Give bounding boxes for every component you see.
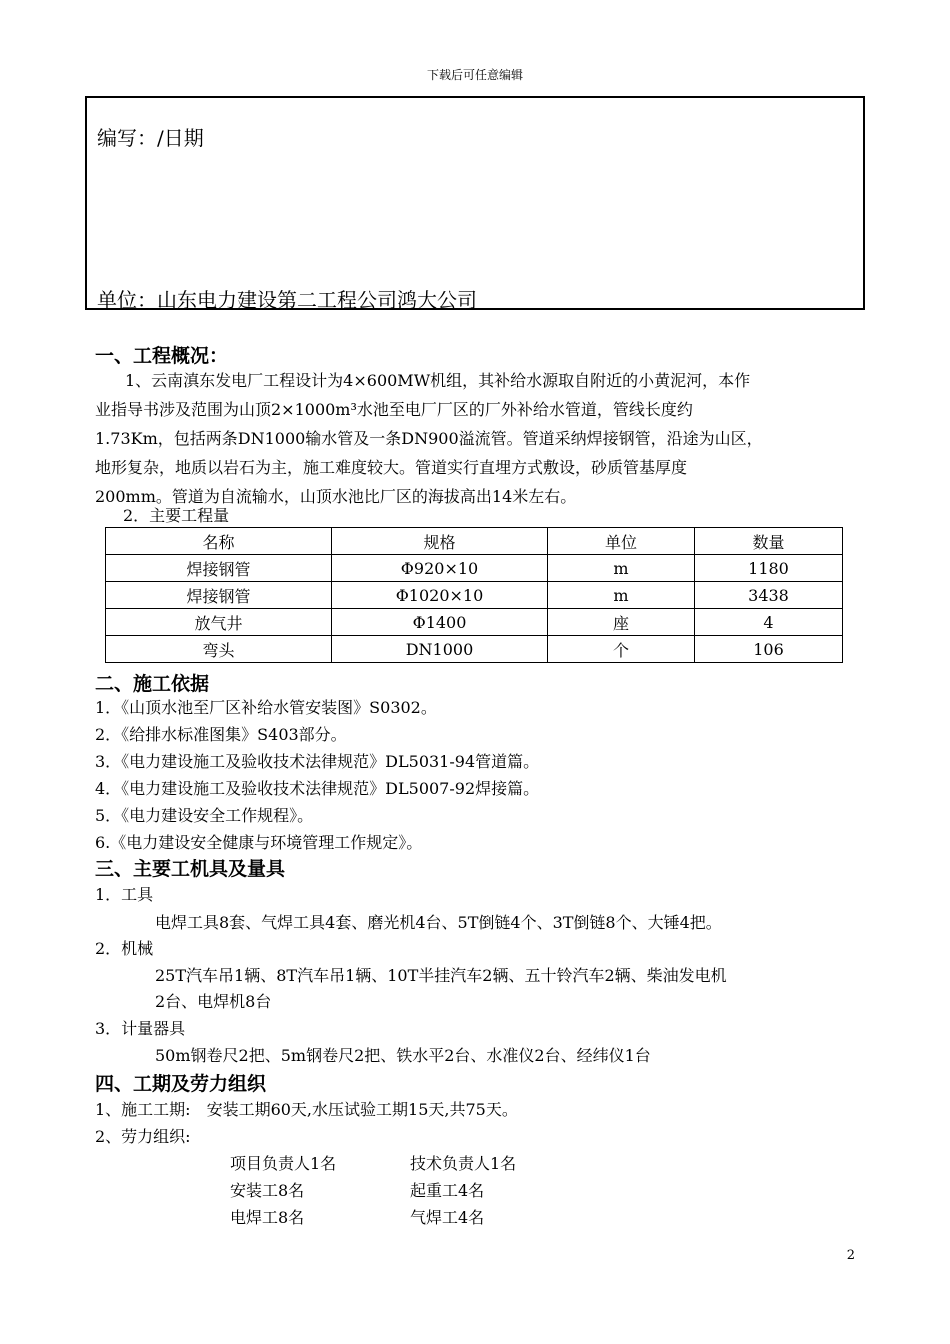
labor-item: 起重工4名 xyxy=(410,1181,485,1200)
table-cell: 个 xyxy=(548,636,695,663)
overview-line: 1.73Km，包括两条DN1000输水管及一条DN900溢流管。管道采纳焊接钢管，沿途为山区， xyxy=(95,429,763,448)
labor-item: 电焊工8名 xyxy=(230,1208,305,1227)
table-header: 单位 xyxy=(548,528,695,555)
table-cell: m xyxy=(548,555,695,582)
table-cell: 放气井 xyxy=(106,609,332,636)
basis-item: 4．《电力建设施工及验收技术法律规范》DL5007-92焊接篇。 xyxy=(95,779,540,798)
machinery-label: 2．机械 xyxy=(95,939,154,958)
table-header: 名称 xyxy=(106,528,332,555)
table-cell: 1180 xyxy=(695,555,843,582)
table-cell: 焊接钢管 xyxy=(106,582,332,609)
section2-title: 二、施工依据 xyxy=(95,673,210,695)
quantities-table xyxy=(105,527,843,663)
overview-paragraph xyxy=(95,366,763,511)
unit-line: 单位：山东电力建设第二工程公司鸿大公司 xyxy=(97,288,477,312)
machinery-line: 2台、电焊机8台 xyxy=(155,992,272,1011)
basis-item: 3．《电力建设施工及验收技术法律规范》DL5031-94管道篇。 xyxy=(95,752,540,771)
overview-line: 地形复杂，地质以岩石为主，施工难度较大。管道实行直埋方式敷设，砂质管基厚度 xyxy=(95,458,688,477)
labor-label: 2、劳力组织: xyxy=(95,1127,191,1146)
table-cell: Φ1020×10 xyxy=(332,582,548,609)
labor-item: 项目负责人1名 xyxy=(230,1154,337,1173)
section1-title: 一、工程概况： xyxy=(95,345,229,367)
table-row xyxy=(106,636,843,663)
machinery-line: 25T汽车吊1辆、8T汽车吊1辆、10T半挂汽车2辆、五十铃汽车2辆、柴油发电机 xyxy=(155,966,727,985)
overview-line: 200mm。管道为自流输水，山顶水池比厂区的海拔高出14米左右。 xyxy=(95,487,577,506)
author-date: 编写：/日期 xyxy=(97,126,204,150)
header-note: 下载后可任意编辑 xyxy=(426,68,523,82)
labor-item: 气焊工4名 xyxy=(410,1208,485,1227)
cover-info-box xyxy=(85,96,865,310)
table-cell: 焊接钢管 xyxy=(106,555,332,582)
table-cell: Φ920×10 xyxy=(332,555,548,582)
instruments-text: 50m钢卷尺2把、5m钢卷尺2把、铁水平2台、水准仪2台、经纬仪1台 xyxy=(155,1046,651,1065)
table-cell: m xyxy=(548,582,695,609)
table-cell: 座 xyxy=(548,609,695,636)
table-row xyxy=(106,609,843,636)
table-header: 数量 xyxy=(695,528,843,555)
table-cell: 弯头 xyxy=(106,636,332,663)
table-cell: DN1000 xyxy=(332,636,548,663)
basis-item: 2．《给排水标准图集》S403部分。 xyxy=(95,725,347,744)
table-cell: 3438 xyxy=(695,582,843,609)
labor-item: 安装工8名 xyxy=(230,1181,305,1200)
construction-period: 1、施工工期: 安装工期60天,水压试验工期15天,共75天。 xyxy=(95,1100,518,1119)
quantities-label: 2．主要工程量 xyxy=(123,506,230,525)
basis-item: 1．《山顶水池至厂区补给水管安装图》S0302。 xyxy=(95,698,437,717)
section4-title: 四、工期及劳力组织 xyxy=(95,1073,267,1095)
table-row xyxy=(106,582,843,609)
section3-title: 三、主要工机具及量具 xyxy=(95,858,286,880)
table-header: 规格 xyxy=(332,528,548,555)
table-cell: 4 xyxy=(695,609,843,636)
table-cell: 106 xyxy=(695,636,843,663)
tools-text: 电焊工具8套、气焊工具4套、磨光机4台、5T倒链4个、3T倒链8个、大锤4把。 xyxy=(155,913,722,932)
table-row xyxy=(106,555,843,582)
overview-line: 1、云南滇东发电厂工程设计为4×600MW机组，其补给水源取自附近的小黄泥河，本作 xyxy=(125,371,751,390)
instruments-label: 3．计量器具 xyxy=(95,1019,186,1038)
table-header-row xyxy=(106,528,843,555)
tools-label: 1．工具 xyxy=(95,885,154,904)
page-number: 2 xyxy=(846,1248,855,1263)
overview-line: 业指导书涉及范围为山顶2×1000m³水池至电厂厂区的厂外补给水管道，管线长度约 xyxy=(95,400,693,419)
basis-item: 5．《电力建设安全工作规程》。 xyxy=(95,806,314,825)
basis-item: 6.《电力建设安全健康与环境管理工作规定》。 xyxy=(95,833,423,852)
labor-item: 技术负责人1名 xyxy=(410,1154,517,1173)
table-cell: Φ1400 xyxy=(332,609,548,636)
